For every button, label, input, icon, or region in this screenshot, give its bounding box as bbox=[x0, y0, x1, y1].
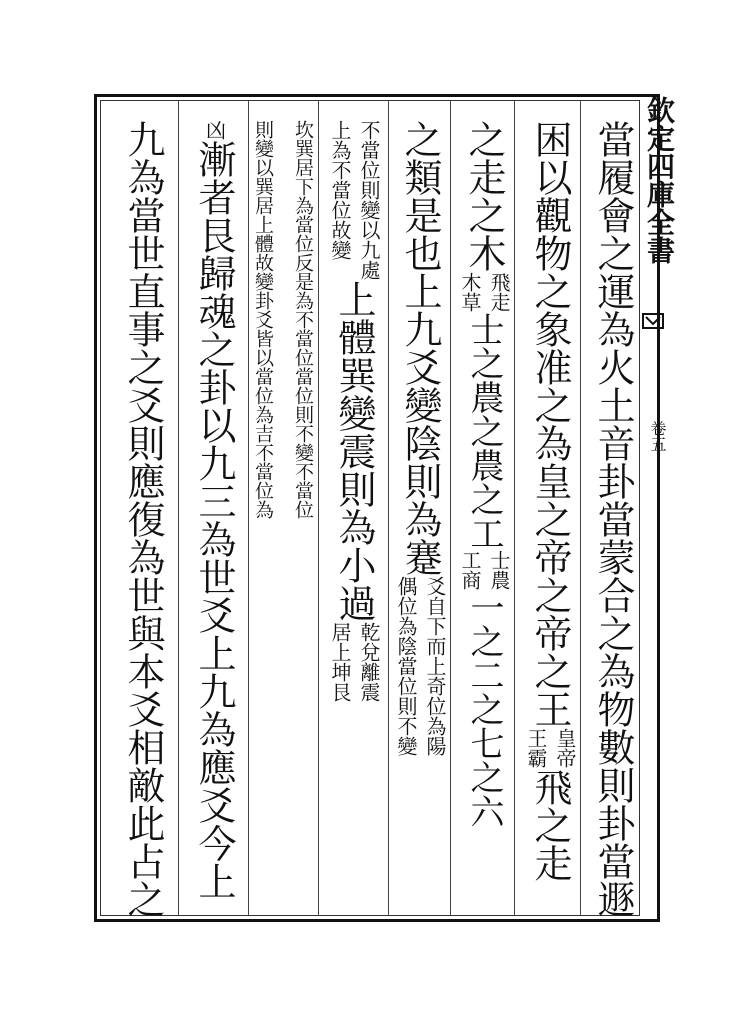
column-text: 上體巽變震則為小過 bbox=[332, 280, 376, 622]
column-rule bbox=[580, 100, 581, 916]
text-column-3 bbox=[456, 120, 512, 828]
juan-number: 卷五 bbox=[648, 420, 667, 452]
text-column-1 bbox=[588, 120, 638, 918]
annotation-line: 上為不當位故變 bbox=[328, 120, 352, 260]
annotation bbox=[328, 120, 380, 280]
column-text: 士之農之農之工 bbox=[464, 312, 504, 550]
annotation-line: 爻自下而上奇位為陽 bbox=[423, 576, 447, 756]
text-column-4 bbox=[392, 120, 448, 756]
column-rule bbox=[178, 100, 179, 916]
annotation-line: 凶 bbox=[202, 120, 227, 140]
text-column-2 bbox=[522, 120, 578, 882]
annotation-line: 不當位則變以九處 bbox=[357, 120, 381, 280]
column-text: 飛之走 bbox=[528, 768, 572, 882]
annotation-line: 士農 bbox=[487, 550, 511, 590]
annotation bbox=[524, 728, 576, 768]
column-text: 之走之木 bbox=[462, 120, 506, 272]
text-column-7 bbox=[184, 120, 244, 900]
annotation-line: 坎巽居下為當位反是為不當位當位則不變不當位 bbox=[292, 120, 314, 519]
book-title: 欽定四庫全書 bbox=[643, 96, 676, 264]
annotation-line: 木草 bbox=[458, 272, 482, 312]
column-text: 困以觀物之象准之為皇之帝之帝之王 bbox=[528, 120, 572, 728]
annotation bbox=[328, 622, 380, 702]
text-column-5 bbox=[324, 120, 384, 702]
column-text: 當履會之運為火土音卦當蒙合之為物數則卦當遯 bbox=[591, 120, 635, 918]
annotation-line: 工商 bbox=[458, 550, 482, 590]
text-column-8 bbox=[112, 120, 174, 918]
annotation bbox=[246, 120, 320, 519]
fishtail-mark-icon bbox=[641, 312, 665, 330]
annotation-line: 飛走 bbox=[487, 272, 511, 312]
column-rule bbox=[450, 100, 451, 916]
column-rule bbox=[514, 100, 515, 916]
annotation bbox=[458, 550, 510, 590]
annotation-line: 王霸 bbox=[524, 728, 548, 768]
annotation-line: 乾兌離震 bbox=[357, 622, 381, 702]
column-text: 一之二之七之六 bbox=[464, 590, 504, 828]
annotation-line: 偶位為陰當位則不變 bbox=[394, 576, 418, 756]
annotation bbox=[394, 576, 446, 756]
column-text: 漸者艮歸魂之卦以九三為世爻上九為應爻今上 bbox=[192, 140, 236, 900]
annotation-line: 則變以巽居上體故變卦爻皆以當位為吉不當位為 bbox=[252, 120, 274, 519]
column-text: 之類是也上九爻變陰則為蹇 bbox=[398, 120, 442, 576]
text-column-6 bbox=[252, 120, 314, 519]
annotation-line: 居上坤艮 bbox=[328, 622, 352, 702]
annotation bbox=[458, 272, 510, 312]
column-rule bbox=[388, 100, 389, 916]
column-text: 九為當世直事之爻則應復為世與本爻相敵此占之 bbox=[121, 120, 165, 918]
annotation bbox=[203, 120, 226, 140]
annotation-line: 皇帝 bbox=[553, 728, 577, 768]
